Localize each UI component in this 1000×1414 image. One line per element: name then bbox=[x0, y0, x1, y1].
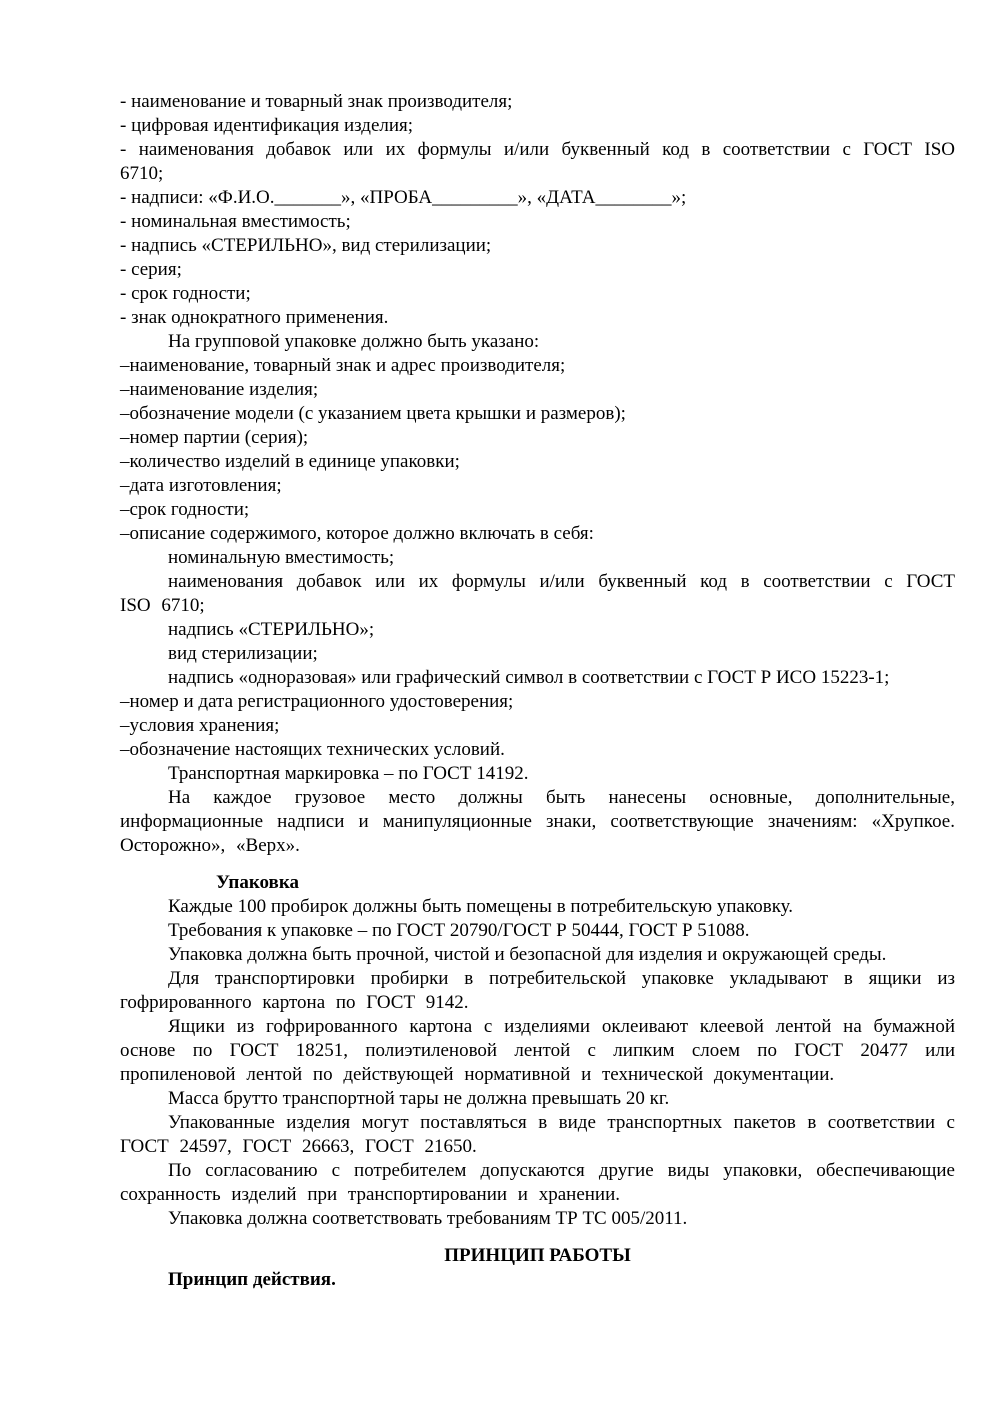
packaging-paragraph: Упаковка должна быть прочной, чистой и безопасной для изделия и окружающей среды. bbox=[168, 944, 887, 965]
group-marking-item: –номер партии (серия); bbox=[120, 427, 309, 448]
contents-sub-item: надпись «одноразовая» или графический символ в соответствии с ГОСТ Р ИСО 15223-1; bbox=[168, 667, 890, 688]
marking-list-item: - серия; bbox=[120, 259, 182, 280]
contents-sub-item: наименования добавок или их формулы и/или буквенный код в соответствии с ГОСТ ISO 6710; bbox=[120, 571, 955, 616]
transport-marking-paragraph: Транспортная маркировка – по ГОСТ 14192. bbox=[168, 763, 529, 784]
marking-list-item: - надпись «СТЕРИЛЬНО», вид стерилизации; bbox=[120, 235, 492, 256]
marking-list-item: - срок годности; bbox=[120, 283, 251, 304]
group-marking-item: –описание содержимого, которое должно включать в себя: bbox=[120, 523, 594, 544]
contents-sub-item: надпись «СТЕРИЛЬНО»; bbox=[168, 619, 375, 640]
group-marking-item: –срок годности; bbox=[120, 499, 250, 520]
packaging-paragraph: Каждые 100 пробирок должны быть помещены в потребительскую упаковку. bbox=[168, 896, 794, 917]
group-marking-intro: На групповой упаковке должно быть указано: bbox=[168, 331, 540, 352]
packaging-section-heading: Упаковка bbox=[216, 872, 299, 893]
packaging-paragraph: Для транспортировки пробирки в потребительской упаковке укладывают в ящики из гофрированного картона по ГОСТ 9142. bbox=[120, 968, 955, 1013]
group-marking-item: –наименование изделия; bbox=[120, 379, 319, 400]
group-marking-item: –дата изготовления; bbox=[120, 475, 282, 496]
packaging-paragraph: По согласованию с потребителем допускаются другие виды упаковки, обеспечивающие сохранность изделий при транспортировании и хранении. bbox=[120, 1160, 955, 1205]
packaging-paragraph: Требования к упаковке – по ГОСТ 20790/ГОСТ Р 50444, ГОСТ Р 51088. bbox=[168, 920, 750, 941]
marking-list-item: - номинальная вместимость; bbox=[120, 211, 351, 232]
group-marking-item: –номер и дата регистрационного удостоверения; bbox=[120, 691, 514, 712]
group-marking-item: –условия хранения; bbox=[120, 715, 280, 736]
transport-marking-paragraph: На каждое грузовое место должны быть нанесены основные, дополнительные, информационные надписи и манипуляционные знаки, соответствующие значениям: «Хрупкое. Осторожно», «Верх». bbox=[120, 787, 955, 856]
marking-list-item: - надписи: «Ф.И.О._______», «ПРОБА_________», «ДАТА________»; bbox=[120, 187, 687, 208]
packaging-paragraph: Упаковка должна соответствовать требованиям ТР ТС 005/2011. bbox=[168, 1208, 688, 1229]
group-marking-item: –количество изделий в единице упаковки; bbox=[120, 451, 460, 472]
group-marking-item: –обозначение настоящих технических условий. bbox=[120, 739, 505, 760]
marking-list-item: - знак однократного применения. bbox=[120, 307, 389, 328]
marking-list-item: - наименования добавок или их формулы и/или буквенный код в соответствии с ГОСТ ISO 6710; bbox=[120, 139, 955, 184]
packaging-paragraph: Ящики из гофрированного картона с изделиями оклеивают клеевой лентой на бумажной основе по ГОСТ 18251, полиэтиленовой лентой с липким слоем по ГОСТ 20477 или пропиленовой лентой по действующей нормативной и технической документации. bbox=[120, 1016, 955, 1085]
contents-sub-item: номинальную вместимость; bbox=[168, 547, 395, 568]
packaging-paragraph: Масса брутто транспортной тары не должна превышать 20 кг. bbox=[168, 1088, 670, 1109]
group-marking-item: –наименование, товарный знак и адрес производителя; bbox=[120, 355, 566, 376]
group-marking-item: –обозначение модели (с указанием цвета крышки и размеров); bbox=[120, 403, 626, 424]
packaging-paragraph: Упакованные изделия могут поставляться в виде транспортных пакетов в соответствии с ГОСТ 24597, ГОСТ 26663, ГОСТ 21650. bbox=[120, 1112, 955, 1157]
principle-section-heading: ПРИНЦИП РАБОТЫ bbox=[444, 1245, 631, 1266]
marking-list-item: - наименование и товарный знак производителя; bbox=[120, 91, 513, 112]
principle-subheading: Принцип действия. bbox=[168, 1269, 336, 1290]
marking-list-item: - цифровая идентификация изделия; bbox=[120, 115, 414, 136]
contents-sub-item: вид стерилизации; bbox=[168, 643, 318, 664]
